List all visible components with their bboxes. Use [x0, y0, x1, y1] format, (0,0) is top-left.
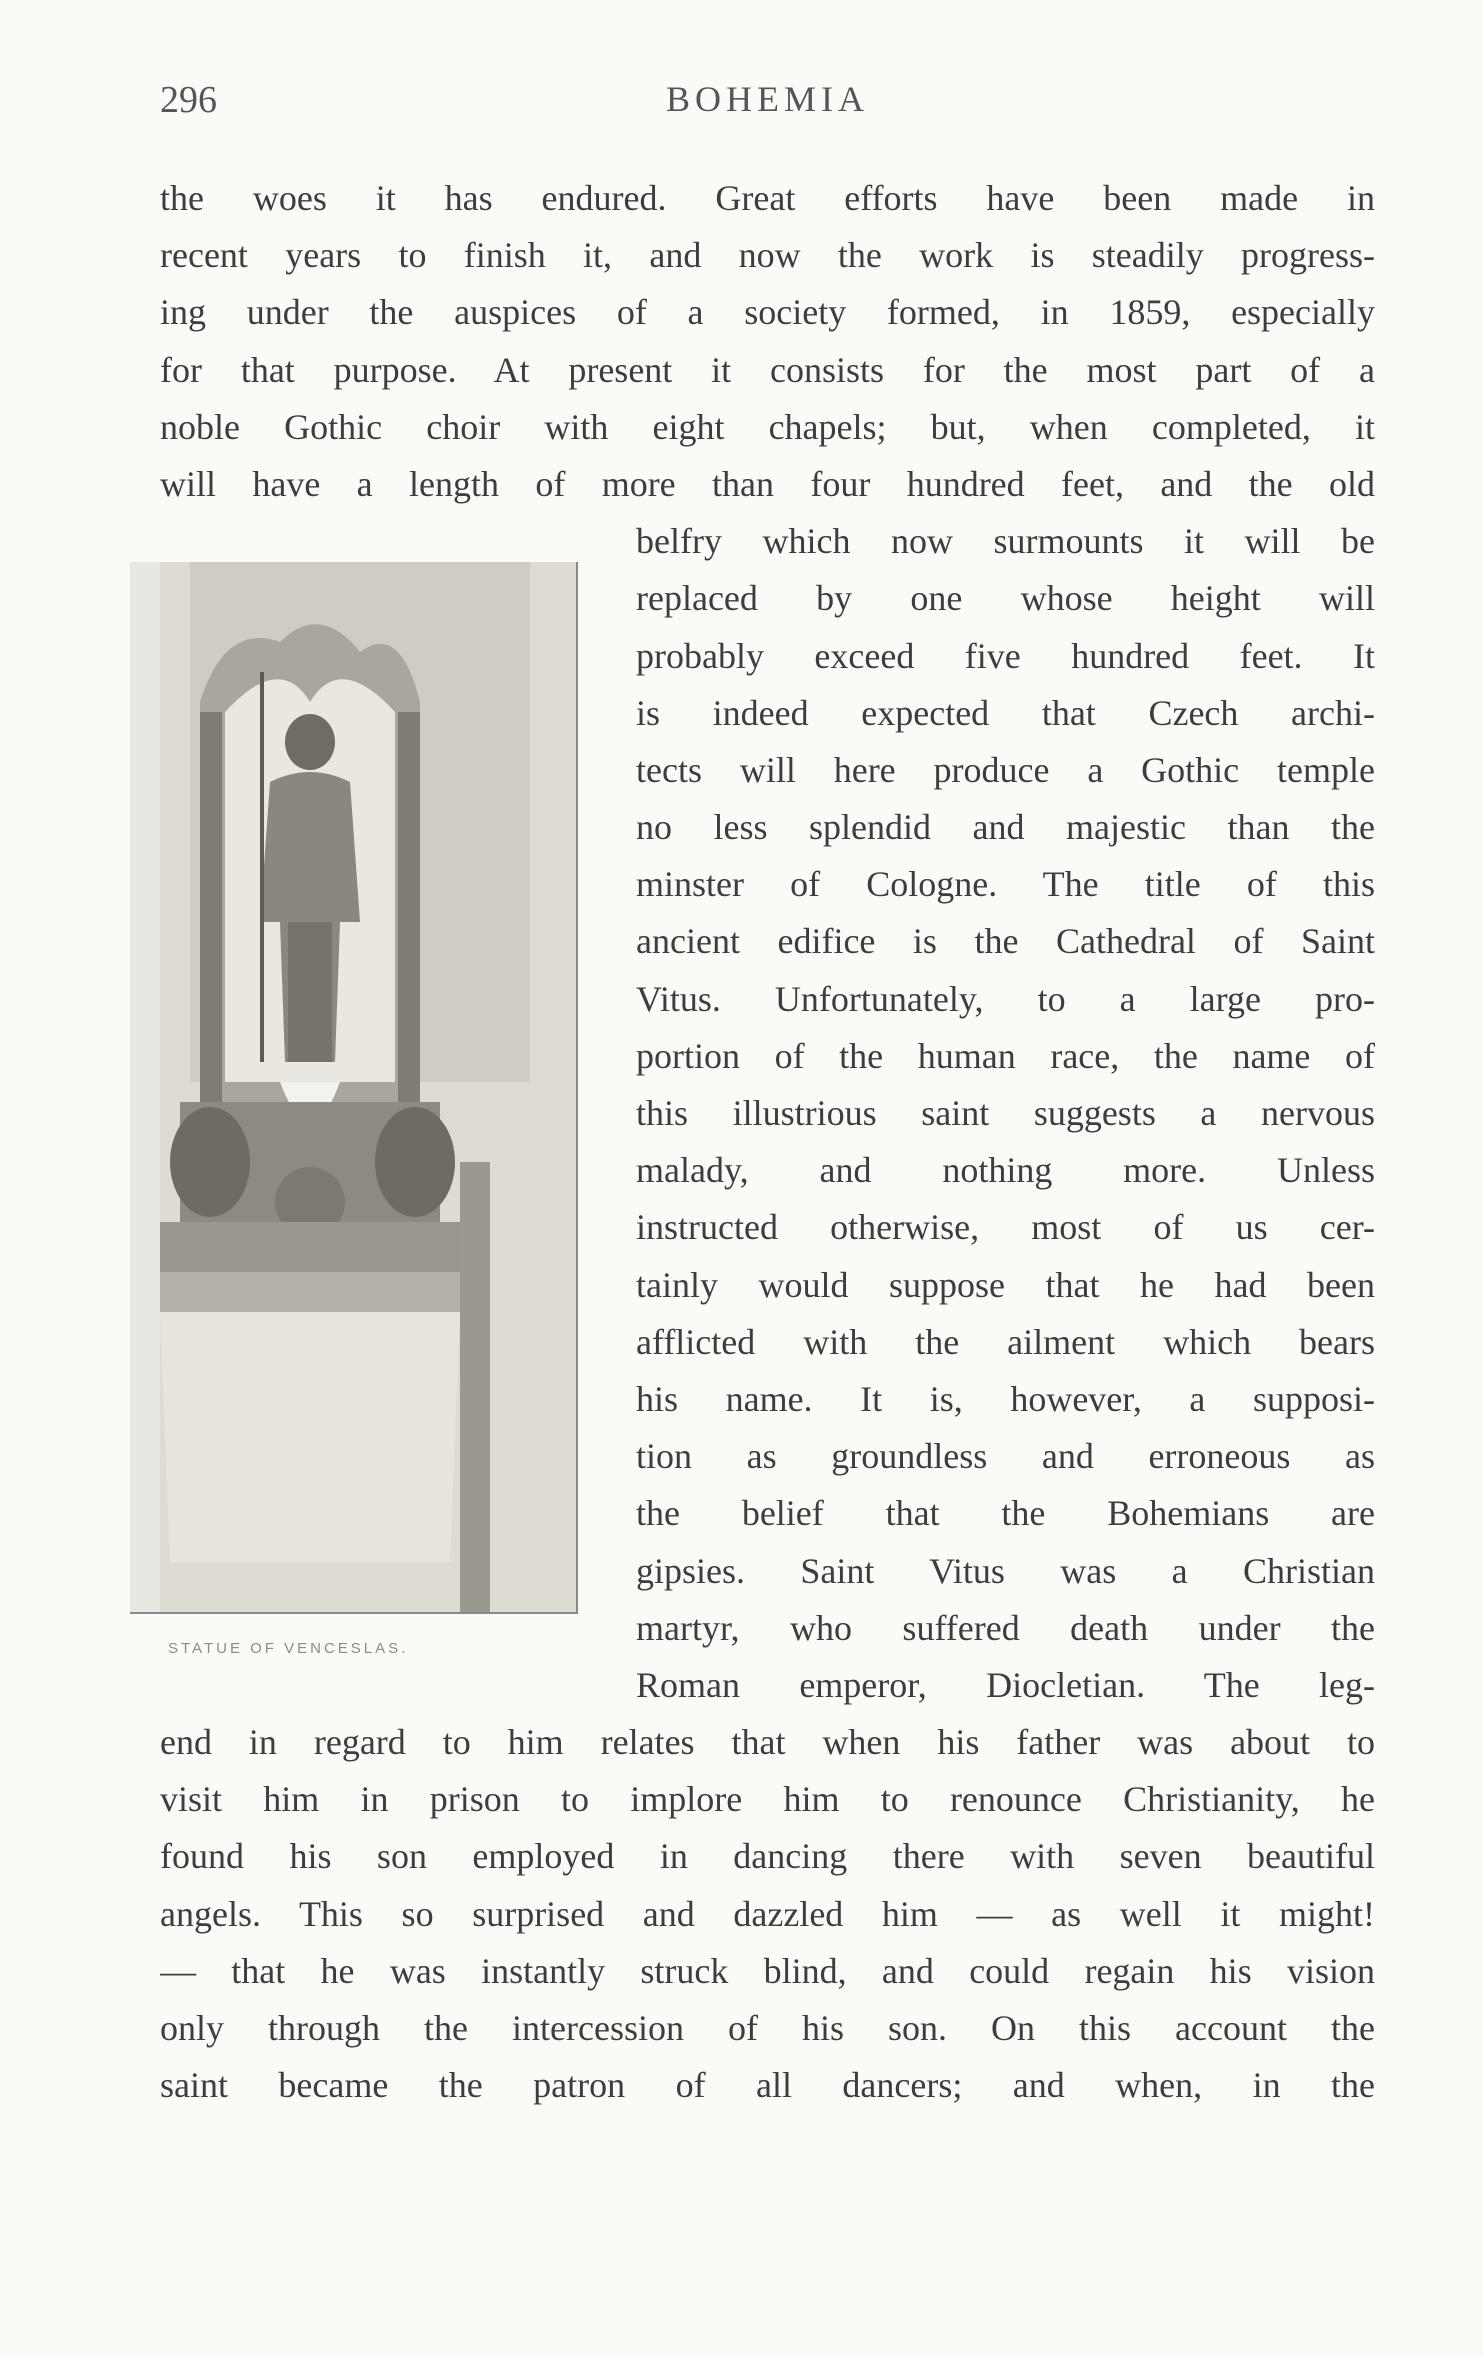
- text-line: martyr, who suffered death under the: [636, 1607, 1375, 1648]
- text-line: belfry which now surmounts it will be: [636, 521, 1375, 562]
- paragraph-top: [160, 170, 1375, 513]
- text-line: ancient edifice is the Cathedral of Saint: [636, 921, 1375, 962]
- text-line: Vitus. Unfortunately, to a large pro-: [636, 978, 1375, 1019]
- text-line: will have a length of more than four hundred feet, and the old: [160, 463, 1375, 504]
- text-line: noble Gothic choir with eight chapels; but, when completed, it: [160, 406, 1375, 447]
- body-text: [160, 170, 1375, 2114]
- text-line: no less splendid and majestic than the: [636, 807, 1375, 848]
- text-line: Roman emperor, Diocletian. The leg-: [636, 1664, 1375, 1705]
- text-line: found his son employed in dancing there with seven beautiful: [160, 1836, 1375, 1877]
- text-line: end in regard to him relates that when his father was about to: [160, 1722, 1375, 1763]
- figure-caption: STATUE OF VENCESLAS.: [168, 1640, 409, 1657]
- paragraph-wrapped: [636, 513, 1375, 1714]
- text-line: tects will here produce a Gothic temple: [636, 749, 1375, 790]
- text-line: only through the intercession of his son. On this account the: [160, 2008, 1375, 2048]
- page-header: [160, 78, 1375, 128]
- paragraph-bottom: [160, 1714, 1375, 2114]
- text-line: his name. It is, however, a supposi-: [636, 1378, 1375, 1419]
- text-line: probably exceed five hundred feet. It: [636, 635, 1375, 676]
- text-line: is indeed expected that Czech archi-: [636, 692, 1375, 733]
- text-line: the woes it has endured. Great efforts have been made in: [160, 178, 1375, 218]
- text-line: portion of the human race, the name of: [636, 1035, 1375, 1076]
- text-line: saint became the patron of all dancers; and when, in the: [160, 2065, 1375, 2106]
- text-line: — that he was instantly struck blind, and could regain his vision: [160, 1950, 1375, 1991]
- text-line: replaced by one whose height will: [636, 578, 1375, 619]
- text-line: afflicted with the ailment which bears: [636, 1321, 1375, 1362]
- text-line: recent years to finish it, and now the work is steadily progress-: [160, 235, 1375, 276]
- text-line: tainly would suppose that he had been: [636, 1264, 1375, 1305]
- text-line: this illustrious saint suggests a nervous: [636, 1093, 1375, 1133]
- text-line: gipsies. Saint Vitus was a Christian: [636, 1550, 1375, 1591]
- text-line: for that purpose. At present it consists for the most part of a: [160, 349, 1375, 390]
- running-head: BOHEMIA: [666, 79, 869, 119]
- text-line: instructed otherwise, most of us cer-: [636, 1207, 1375, 1248]
- text-line: ing under the auspices of a society formed, in 1859, especially: [160, 292, 1375, 333]
- text-line: the belief that the Bohemians are: [636, 1493, 1375, 1534]
- text-line: tion as groundless and erroneous as: [636, 1436, 1375, 1477]
- page-number: 296: [160, 79, 217, 121]
- text-line: malady, and nothing more. Unless: [636, 1150, 1375, 1191]
- text-line: visit him in prison to implore him to renounce Christianity, he: [160, 1779, 1375, 1820]
- text-line: minster of Cologne. The title of this: [636, 864, 1375, 905]
- text-line: angels. This so surprised and dazzled him — as well it might!: [160, 1893, 1375, 1934]
